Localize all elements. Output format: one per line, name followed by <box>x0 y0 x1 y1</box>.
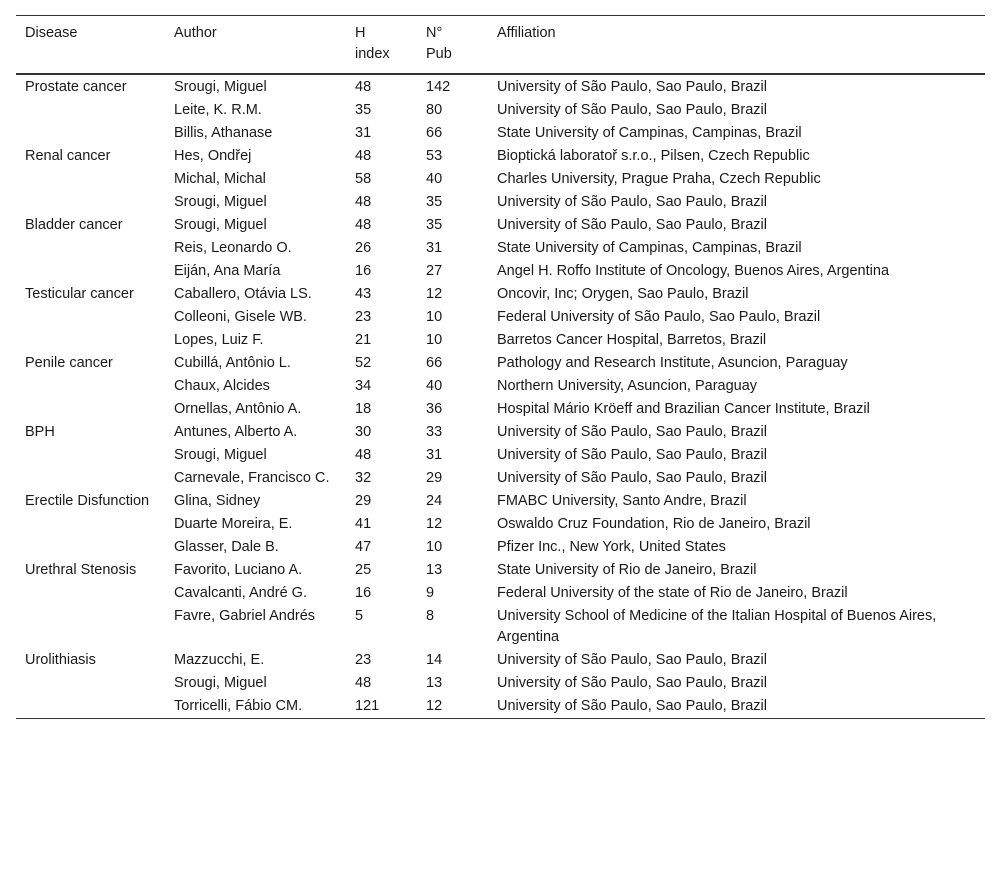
disease-cell <box>16 695 165 719</box>
h-index-cell: 23 <box>355 309 372 325</box>
header-h-index-line1: H <box>355 25 366 41</box>
affiliation-cell: Barretos Cancer Hospital, Barretos, Brazil <box>497 332 767 348</box>
authors-table <box>16 15 985 719</box>
affiliation-cell: State University of Campinas, Campinas, Brazil <box>497 240 802 256</box>
author-cell: Srougi, Miguel <box>174 194 267 210</box>
publications-cell: 35 <box>426 217 443 233</box>
h-index-cell: 21 <box>355 332 372 348</box>
author-cell: Srougi, Miguel <box>174 217 267 233</box>
table-row <box>16 237 985 260</box>
publications-cell: 40 <box>426 171 443 187</box>
publications-cell: 36 <box>426 401 443 417</box>
author-cell: Carnevale, Francisco C. <box>174 470 330 486</box>
h-index-cell: 34 <box>355 378 372 394</box>
disease-cell <box>16 260 165 283</box>
author-cell: Antunes, Alberto A. <box>174 424 298 440</box>
publications-cell: 31 <box>426 240 443 256</box>
author-cell: Billis, Athanase <box>174 125 273 141</box>
affiliation-cell: FMABC University, Santo Andre, Brazil <box>497 493 747 509</box>
author-cell: Srougi, Miguel <box>174 447 267 463</box>
publications-cell: 142 <box>426 79 451 95</box>
table-row <box>16 352 985 375</box>
disease-cell: Urethral Stenosis <box>25 562 137 578</box>
h-index-cell: 41 <box>355 516 372 532</box>
h-index-cell: 43 <box>355 286 372 302</box>
disease-cell <box>16 444 165 467</box>
header-affiliation: Affiliation <box>497 25 556 41</box>
table-body <box>16 74 985 719</box>
author-cell: Favre, Gabriel Andrés <box>174 608 316 624</box>
affiliation-cell: State University of Campinas, Campinas, Brazil <box>497 125 802 141</box>
affiliation-cell: Oncovir, Inc; Orygen, Sao Paulo, Brazil <box>497 286 749 302</box>
affiliation-cell: University of São Paulo, Sao Paulo, Brazil <box>497 675 767 691</box>
table-row <box>16 444 985 467</box>
h-index-cell: 35 <box>355 102 372 118</box>
h-index-cell: 48 <box>355 148 372 164</box>
table-row <box>16 260 985 283</box>
disease-cell <box>16 467 165 490</box>
table-row <box>16 536 985 559</box>
disease-cell <box>16 536 165 559</box>
table-row <box>16 168 985 191</box>
table-row <box>16 649 985 672</box>
publications-cell: 24 <box>426 493 443 509</box>
table-row <box>16 214 985 237</box>
table-row <box>16 672 985 695</box>
h-index-cell: 23 <box>355 652 372 668</box>
disease-cell <box>16 329 165 352</box>
disease-cell <box>16 375 165 398</box>
author-cell: Cavalcanti, André G. <box>174 585 307 601</box>
table-row <box>16 695 985 719</box>
disease-cell: Prostate cancer <box>25 79 127 95</box>
h-index-cell: 58 <box>355 171 372 187</box>
disease-cell <box>16 398 165 421</box>
h-index-cell: 31 <box>355 125 372 141</box>
table-row <box>16 398 985 421</box>
author-cell: Caballero, Otávia LS. <box>174 286 312 302</box>
affiliation-cell: University of São Paulo, Sao Paulo, Brazil <box>497 79 767 95</box>
disease-cell <box>16 513 165 536</box>
h-index-cell: 26 <box>355 240 372 256</box>
affiliation-cell: University of São Paulo, Sao Paulo, Brazil <box>497 698 767 714</box>
affiliation-cell: University of São Paulo, Sao Paulo, Brazil <box>497 194 767 210</box>
header-n-pub-line1: N° <box>426 25 443 41</box>
publications-cell: 33 <box>426 424 443 440</box>
table-row <box>16 582 985 605</box>
h-index-cell: 5 <box>355 608 364 624</box>
publications-cell: 8 <box>426 608 435 624</box>
publications-cell: 40 <box>426 378 443 394</box>
affiliation-cell: Federal University of São Paulo, Sao Paulo, Brazil <box>497 309 821 325</box>
table-row <box>16 467 985 490</box>
disease-cell: Urolithiasis <box>25 652 96 668</box>
table-row <box>16 283 985 306</box>
table-row <box>16 306 985 329</box>
h-index-cell: 48 <box>355 217 372 233</box>
publications-cell: 9 <box>426 585 435 601</box>
header-n-pub <box>417 16 488 75</box>
author-cell: Favorito, Luciano A. <box>174 562 303 578</box>
affiliation-cell: University of São Paulo, Sao Paulo, Brazil <box>497 652 767 668</box>
header-h-index <box>346 16 417 75</box>
publications-cell: 12 <box>426 516 443 532</box>
disease-cell: Renal cancer <box>25 148 111 164</box>
disease-cell <box>16 191 165 214</box>
author-cell: Glina, Sidney <box>174 493 261 509</box>
h-index-cell: 25 <box>355 562 372 578</box>
affiliation-cell: Oswaldo Cruz Foundation, Rio de Janeiro, Brazil <box>497 516 811 532</box>
disease-cell <box>16 605 165 649</box>
h-index-cell: 18 <box>355 401 372 417</box>
disease-cell <box>16 672 165 695</box>
disease-cell: Bladder cancer <box>25 217 123 233</box>
author-cell: Hes, Ondřej <box>174 148 252 164</box>
table-row <box>16 375 985 398</box>
publications-cell: 10 <box>426 332 443 348</box>
author-cell: Srougi, Miguel <box>174 675 267 691</box>
affiliation-cell: Bioptická laboratoř s.r.o., Pilsen, Czech Republic <box>497 148 810 164</box>
publications-cell: 12 <box>426 698 443 714</box>
h-index-cell: 30 <box>355 424 372 440</box>
h-index-cell: 32 <box>355 470 372 486</box>
disease-cell: Testicular cancer <box>25 286 134 302</box>
affiliation-cell: Pathology and Research Institute, Asuncion, Paraguay <box>497 355 848 371</box>
affiliation-cell: Federal University of the state of Rio de Janeiro, Brazil <box>497 585 848 601</box>
author-cell: Chaux, Alcides <box>174 378 270 394</box>
table-container <box>16 15 985 719</box>
affiliation-cell: University of São Paulo, Sao Paulo, Brazil <box>497 424 767 440</box>
author-cell: Eiján, Ana María <box>174 263 281 279</box>
affiliation-cell: Northern University, Asuncion, Paraguay <box>497 378 758 394</box>
affiliation-cell: University of São Paulo, Sao Paulo, Brazil <box>497 447 767 463</box>
h-index-cell: 48 <box>355 447 372 463</box>
author-cell: Lopes, Luiz F. <box>174 332 264 348</box>
h-index-cell: 29 <box>355 493 372 509</box>
affiliation-cell: Charles University, Prague Praha, Czech Republic <box>497 171 821 187</box>
disease-cell <box>16 582 165 605</box>
author-cell: Torricelli, Fábio CM. <box>174 698 303 714</box>
header-disease: Disease <box>25 25 78 41</box>
author-cell: Reis, Leonardo O. <box>174 240 292 256</box>
affiliation-cell: State University of Rio de Janeiro, Brazil <box>497 562 757 578</box>
author-cell: Cubillá, Antônio L. <box>174 355 291 371</box>
publications-cell: 31 <box>426 447 443 463</box>
affiliation-cell: University School of Medicine of the Italian Hospital of Buenos Aires, Argentina <box>497 608 937 645</box>
h-index-cell: 52 <box>355 355 372 371</box>
publications-cell: 13 <box>426 562 443 578</box>
table-row <box>16 122 985 145</box>
h-index-cell: 47 <box>355 539 372 555</box>
publications-cell: 10 <box>426 539 443 555</box>
disease-cell: BPH <box>25 424 55 440</box>
publications-cell: 12 <box>426 286 443 302</box>
disease-cell <box>16 237 165 260</box>
author-cell: Srougi, Miguel <box>174 79 267 95</box>
affiliation-cell: Angel H. Roffo Institute of Oncology, Buenos Aires, Argentina <box>497 263 890 279</box>
affiliation-cell: University of São Paulo, Sao Paulo, Brazil <box>497 470 767 486</box>
affiliation-cell: University of São Paulo, Sao Paulo, Brazil <box>497 102 767 118</box>
publications-cell: 66 <box>426 125 443 141</box>
publications-cell: 29 <box>426 470 443 486</box>
table-row <box>16 559 985 582</box>
header-h-index-line2: index <box>355 46 390 62</box>
publications-cell: 10 <box>426 309 443 325</box>
disease-cell: Erectile Disfunction <box>25 493 150 509</box>
publications-cell: 66 <box>426 355 443 371</box>
publications-cell: 14 <box>426 652 443 668</box>
header-n-pub-line2: Pub <box>426 46 452 62</box>
publications-cell: 80 <box>426 102 443 118</box>
disease-cell <box>16 306 165 329</box>
affiliation-cell: University of São Paulo, Sao Paulo, Brazil <box>497 217 767 233</box>
h-index-cell: 48 <box>355 675 372 691</box>
h-index-cell: 48 <box>355 79 372 95</box>
table-row <box>16 145 985 168</box>
table-row <box>16 191 985 214</box>
publications-cell: 35 <box>426 194 443 210</box>
author-cell: Ornellas, Antônio A. <box>174 401 302 417</box>
author-cell: Leite, K. R.M. <box>174 102 262 118</box>
table-row <box>16 99 985 122</box>
author-cell: Duarte Moreira, E. <box>174 516 293 532</box>
publications-cell: 53 <box>426 148 443 164</box>
affiliation-cell: Hospital Mário Kröeff and Brazilian Cancer Institute, Brazil <box>497 401 870 417</box>
header-row <box>16 16 985 75</box>
affiliation-cell: Pfizer Inc., New York, United States <box>497 539 726 555</box>
h-index-cell: 16 <box>355 263 372 279</box>
publications-cell: 13 <box>426 675 443 691</box>
table-header <box>16 16 985 75</box>
author-cell: Colleoni, Gisele WB. <box>174 309 307 325</box>
disease-cell <box>16 99 165 122</box>
disease-cell: Penile cancer <box>25 355 113 371</box>
author-cell: Michal, Michal <box>174 171 266 187</box>
table-row <box>16 513 985 536</box>
table-row <box>16 490 985 513</box>
table-row <box>16 74 985 99</box>
author-cell: Mazzucchi, E. <box>174 652 265 668</box>
h-index-cell: 121 <box>355 698 380 714</box>
table-row <box>16 605 985 649</box>
disease-cell <box>16 122 165 145</box>
publications-cell: 27 <box>426 263 443 279</box>
author-cell: Glasser, Dale B. <box>174 539 279 555</box>
h-index-cell: 48 <box>355 194 372 210</box>
table-row <box>16 421 985 444</box>
h-index-cell: 16 <box>355 585 372 601</box>
header-author: Author <box>174 25 217 41</box>
table-row <box>16 329 985 352</box>
disease-cell <box>16 168 165 191</box>
